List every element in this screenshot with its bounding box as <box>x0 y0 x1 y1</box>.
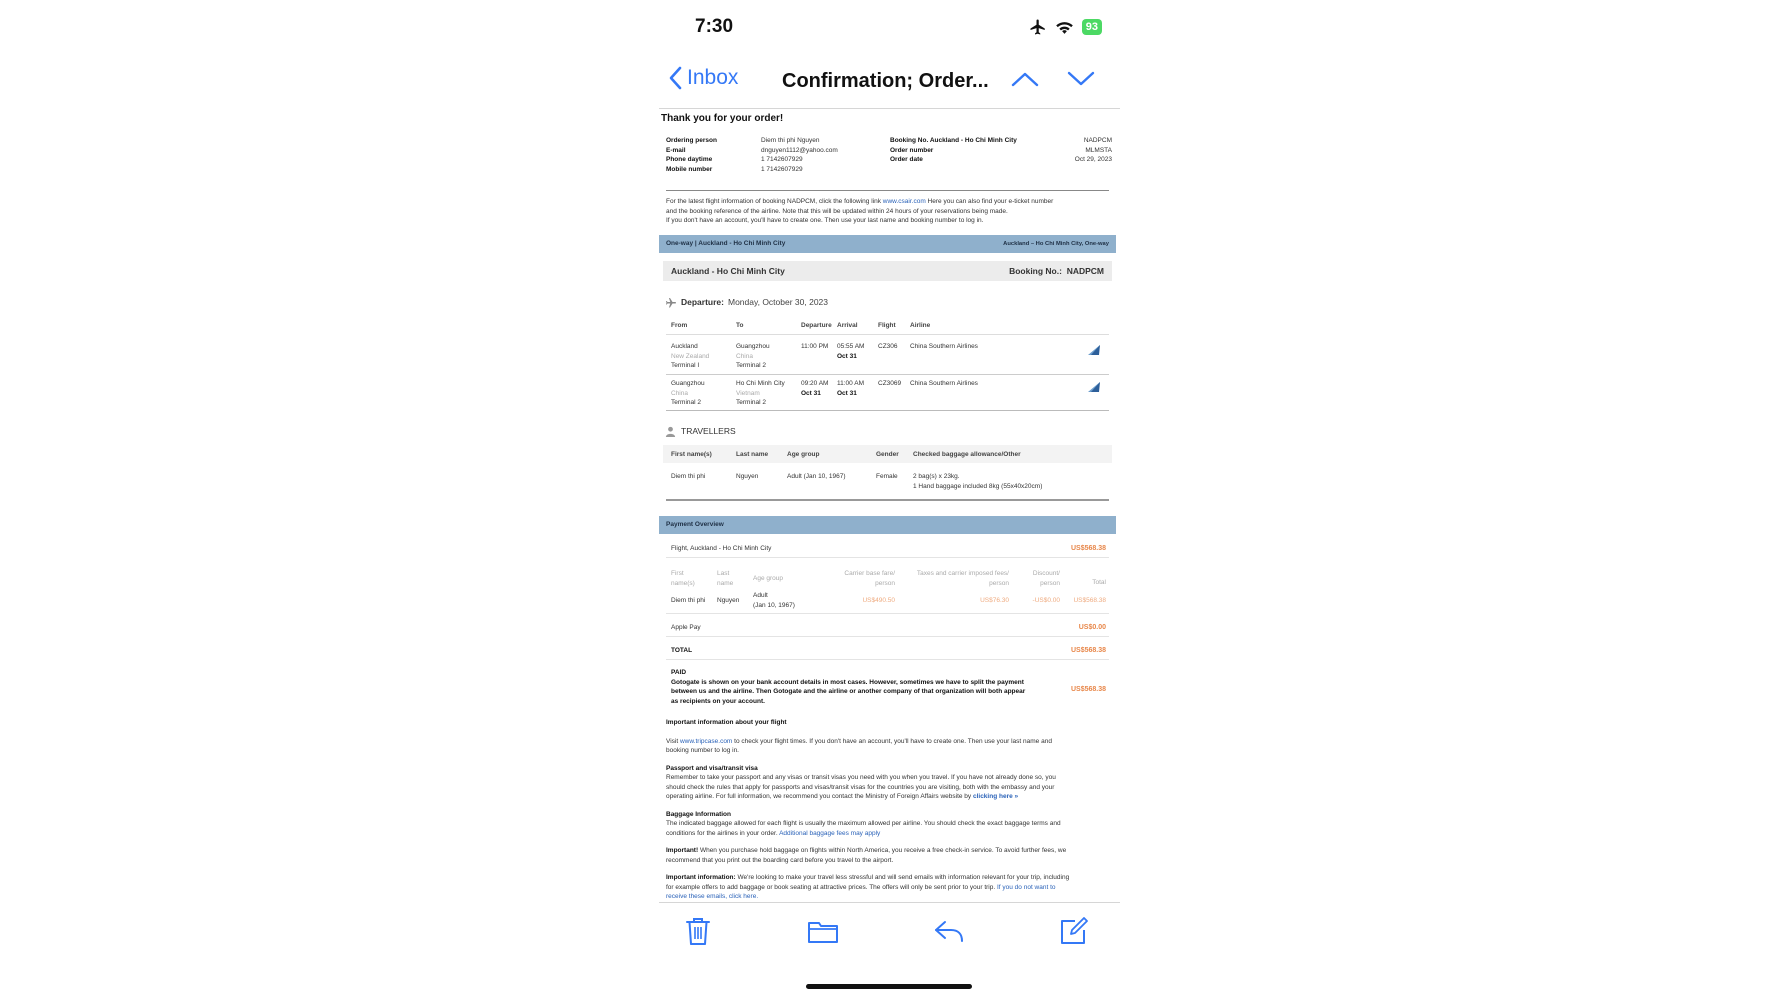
info-text: recommend that you print out the boarding card before you travel to the airport. <box>666 856 894 864</box>
trip-summary: Auckland – Ho Chi Minh City, One-way <box>1003 241 1109 247</box>
airline-logo-icon <box>1087 344 1101 356</box>
baggage-title: Baggage Information <box>666 810 732 818</box>
from-country: China <box>671 389 688 397</box>
pay-row-last: Nguyen <box>717 597 740 604</box>
pay-col-discount <box>1014 569 1060 588</box>
flight-2-from <box>671 379 705 408</box>
plane-icon <box>665 297 677 309</box>
traveller-gender: Female <box>876 473 898 480</box>
flight-1-number: CZ306 <box>878 343 898 350</box>
baggage-fees-link[interactable]: Additional baggage fees may apply <box>779 829 881 837</box>
mobile-value: 1 7142607929 <box>761 165 803 173</box>
apple-pay-amount: US$0.00 <box>1078 624 1106 631</box>
paid-text: between us and the airline. Then Gotogate and the airline or another company of that organization will both appear <box>671 688 1026 695</box>
info-text: to check your flight times. If you don't have an account, you'll have to create one. Then use your last name and <box>732 737 1052 745</box>
paid-block <box>671 668 1031 706</box>
pay-col-taxes <box>895 569 1009 588</box>
info-text: for example offers to add baggage or book seating at attractive prices. The offers will only be sent prior to your trip. <box>666 883 997 891</box>
header-line: Carrier base fare/ <box>844 570 895 577</box>
order-date-value: Oct 29, 2023 <box>1074 156 1112 163</box>
nav-divider <box>659 108 1120 109</box>
to-terminal: Terminal 2 <box>736 362 766 369</box>
flight-2-arrival <box>837 379 864 398</box>
flight-1-departure <box>801 342 828 352</box>
dep-time: 09:20 AM <box>801 380 829 387</box>
route-title: Auckland - Ho Chi Minh City <box>671 266 785 276</box>
email-body[interactable] <box>659 110 1120 902</box>
phone-label: Phone daytime <box>666 156 713 163</box>
info-text: Visit <box>666 737 680 745</box>
arr-time: 11:00 AM <box>837 380 864 387</box>
divider <box>666 659 1109 660</box>
col-flight: Flight <box>878 322 896 329</box>
flight-1-airline: China Southern Airlines <box>910 343 978 350</box>
divider <box>666 636 1109 637</box>
pay-col-age: Age group <box>753 575 783 582</box>
header-line: Discount/ <box>1032 570 1060 577</box>
intro-line: Here you can also find your e-ticket number <box>925 198 1054 205</box>
flight-1-arrival <box>837 342 864 361</box>
travellers-heading <box>665 426 736 437</box>
pay-row-taxes: US$76.30 <box>980 597 1009 604</box>
info-text: Remember to take your passport and any visas or transit visas you need with you when you travel. If you have not already done so, you <box>666 774 1056 781</box>
pay-row-carrier: US$490.50 <box>862 597 895 604</box>
airline-logo-icon <box>1087 381 1101 393</box>
divider <box>666 499 1109 501</box>
header-line: Last <box>717 570 730 577</box>
divider <box>666 190 1109 191</box>
paid-label: PAID <box>671 669 687 676</box>
email-label: E-mail <box>666 146 686 154</box>
flight-1-from <box>671 342 709 371</box>
pay-col-total: Total <box>1092 579 1106 586</box>
dep-time: 11:00 PM <box>801 343 829 350</box>
header-line: person <box>1040 579 1060 587</box>
header-line: name <box>717 579 734 587</box>
person-icon <box>665 426 676 437</box>
traveller-age: Adult (Jan 10, 1967) <box>787 473 846 480</box>
pay-row-discount: -US$0.00 <box>1032 597 1060 604</box>
passport-title: Passport and visa/transit visa <box>666 764 758 772</box>
ordering-person-label: Ordering person <box>666 137 717 144</box>
intro-line: For the latest flight information of booking NADPCM, click the following link <box>666 198 883 205</box>
message-subject: Confirmation; Order... <box>782 70 989 92</box>
important-title: Important information about your flight <box>666 719 787 726</box>
header-line: Taxes and carrier imposed fees/ <box>916 570 1009 577</box>
back-label: Inbox <box>687 66 739 89</box>
divider <box>666 613 1109 614</box>
status-time: 7:30 <box>695 16 734 37</box>
departure-label: Departure: <box>681 297 724 308</box>
previous-message-button[interactable] <box>1011 70 1039 93</box>
email-heading: Thank you for your order! <box>661 113 784 124</box>
paid-amount: US$568.38 <box>1070 686 1106 693</box>
col-gender: Gender <box>876 451 899 458</box>
col-arrival: Arrival <box>837 322 858 329</box>
delete-button[interactable] <box>685 916 711 951</box>
from-city: Auckland <box>671 343 698 350</box>
flight-1-to <box>736 342 770 371</box>
email-value: dnguyen1112@yahoo.com <box>761 146 838 154</box>
traveller-first: Diem thi phi <box>671 473 706 480</box>
compose-button[interactable] <box>1059 917 1089 950</box>
to-city: Guangzhou <box>736 343 770 350</box>
unsubscribe-link-cont[interactable]: receive these emails, click here. <box>666 893 759 900</box>
departure-row <box>665 297 828 309</box>
important-label: Important information: <box>666 874 736 881</box>
trip-title: One-way | Auckland - Ho Chi Minh City <box>666 240 786 247</box>
arr-date: Oct 31 <box>837 389 857 397</box>
important-label: Important! <box>666 847 699 854</box>
trash-icon <box>685 916 711 946</box>
from-city: Guangzhou <box>671 380 705 387</box>
intro-text <box>666 197 1116 226</box>
chevron-down-icon <box>1067 70 1095 88</box>
col-baggage: Checked baggage allowance/Other <box>913 451 1021 458</box>
col-first-name: First name(s) <box>671 451 712 458</box>
order-number-label: Order number <box>890 146 934 154</box>
payment-flight-label: Flight, Auckland - Ho Chi Minh City <box>671 545 772 552</box>
important-info <box>666 718 1118 902</box>
intro-line: and the booking reference of the airline. Note that this will be updated within 24 hours of your reservations being made. <box>666 207 1008 215</box>
header-line: person <box>875 579 895 587</box>
divider <box>666 557 1109 558</box>
from-country: New Zealand <box>671 352 710 360</box>
pay-row-total: US$568.38 <box>1073 597 1106 604</box>
folder-icon <box>807 918 839 944</box>
info-text: booking number to log in. <box>666 747 739 754</box>
paid-text: as recipients on your account. <box>671 697 765 705</box>
booking-value: NADPCM <box>1066 266 1104 276</box>
chevron-up-icon <box>1011 70 1039 88</box>
col-age-group: Age group <box>787 451 820 458</box>
home-indicator[interactable] <box>806 984 972 989</box>
pay-col-carrier <box>809 569 895 588</box>
to-country: China <box>736 352 753 360</box>
from-terminal: Terminal 2 <box>671 399 701 406</box>
booking-no-value: NADPCM <box>1083 137 1112 144</box>
phone-value: 1 7142607929 <box>761 156 803 163</box>
flight-2-airline: China Southern Airlines <box>910 380 978 387</box>
divider <box>666 374 1109 375</box>
col-to: To <box>736 322 744 329</box>
trip-header-bar <box>659 235 1116 253</box>
order-date-label: Order date <box>890 156 923 163</box>
baggage-line: 1 Hand baggage included 8kg (55x40x20cm) <box>913 482 1043 490</box>
payment-flight-amount: US$568.38 <box>1070 545 1106 552</box>
total-amount: US$568.38 <box>1070 647 1106 654</box>
divider <box>666 410 1109 411</box>
age-line: (Jan 10, 1967) <box>753 601 795 609</box>
arr-date: Oct 31 <box>837 352 857 360</box>
from-terminal: Terminal I <box>671 362 700 369</box>
col-departure: Departure <box>801 322 832 329</box>
order-info-left <box>666 136 876 174</box>
info-text: When you purchase hold baggage on flights within North America, you receive a free check-in service. To avoid further fees, we <box>698 847 1067 854</box>
pay-col-first <box>671 569 695 588</box>
reply-icon <box>933 919 965 943</box>
header-line: First <box>671 570 684 577</box>
col-from: From <box>671 322 688 329</box>
age-line: Adult <box>753 592 768 599</box>
order-number-value: MLMSTA <box>1085 146 1112 154</box>
info-text: We're looking to make your travel less stressful and will send emails with information relevant for your trip, including <box>735 874 1070 881</box>
foreign-affairs-link[interactable]: clicking here » <box>972 793 1019 800</box>
payment-overview-bar <box>659 516 1116 534</box>
total-label: TOTAL <box>671 647 693 654</box>
col-last-name: Last name <box>736 451 769 458</box>
chevron-left-icon <box>669 66 683 90</box>
traveller-last: Nguyen <box>736 473 759 480</box>
header-line: name(s) <box>671 579 695 587</box>
booking-label: Booking No.: <box>1009 266 1062 276</box>
pay-row-age <box>753 591 795 610</box>
airplane-icon <box>1029 18 1047 36</box>
wifi-icon <box>1055 20 1074 35</box>
mobile-label: Mobile number <box>666 165 713 173</box>
header-line: person <box>989 579 1009 587</box>
phone-screen <box>659 0 1120 1000</box>
pay-row-first: Diem thi phi <box>671 597 706 604</box>
flight-2-to <box>736 379 785 408</box>
to-city: Ho Chi Minh City <box>736 380 785 387</box>
info-text: operating airline. For full information, we recommend you contact the Ministry of Foreign Affairs website by <box>666 793 973 800</box>
arr-time: 05:55 AM <box>837 343 865 350</box>
paid-text: Gotogate is shown on your bank account details in most cases. However, sometimes we have to split the payment <box>671 678 1024 686</box>
next-message-button[interactable] <box>1067 70 1095 93</box>
flight-2-departure <box>801 379 828 398</box>
flight-2-number: CZ3069 <box>878 380 902 387</box>
info-text: conditions for the airlines in your order. <box>666 829 780 837</box>
departure-date: Monday, October 30, 2023 <box>727 297 829 308</box>
intro-line: If you don't have an account, you'll have to create one. Then use your last name and booking number to log in. <box>666 217 984 224</box>
mail-toolbar <box>659 902 1120 966</box>
traveller-baggage <box>913 472 1042 491</box>
ordering-person-value: Diem thi phi Nguyen <box>761 137 820 144</box>
dep-date: Oct 31 <box>801 389 821 397</box>
baggage-line: 2 bag(s) x 23kg. <box>913 473 960 480</box>
travellers-title: TRAVELLERS <box>681 425 736 436</box>
apple-pay-label: Apple Pay <box>671 624 701 631</box>
payment-title: Payment Overview <box>666 521 724 528</box>
info-text: The indicated baggage allowed for each flight is usually the maximum allowed per airline. You should check the exact baggage terms and <box>666 820 1061 827</box>
battery-indicator: 93 <box>1082 19 1102 35</box>
move-to-folder-button[interactable] <box>807 918 839 949</box>
pay-col-last <box>717 569 733 588</box>
compose-icon <box>1059 917 1089 945</box>
status-icons <box>1029 18 1102 36</box>
order-info-right <box>890 136 1112 165</box>
col-airline: Airline <box>910 322 931 329</box>
to-terminal: Terminal 2 <box>736 399 766 406</box>
status-bar <box>659 0 1120 54</box>
route-bar <box>663 261 1112 281</box>
to-country: Vietnam <box>736 389 760 397</box>
back-to-inbox-button[interactable] <box>669 66 738 90</box>
tripcase-link[interactable]: www.tripcase.com <box>679 737 733 745</box>
mail-nav-bar <box>659 56 1120 108</box>
divider <box>666 334 1109 335</box>
unsubscribe-link[interactable]: If you do not want to <box>996 883 1056 891</box>
info-text: should check the rules that apply for passports and visas/transit visas for the countries you are visiting, both with the embassy and your <box>666 783 1055 791</box>
booking-no-label: Booking No. Auckland - Ho Chi Minh City <box>890 137 1017 144</box>
csair-link[interactable]: www.csair.com <box>882 198 926 205</box>
reply-button[interactable] <box>933 919 965 948</box>
